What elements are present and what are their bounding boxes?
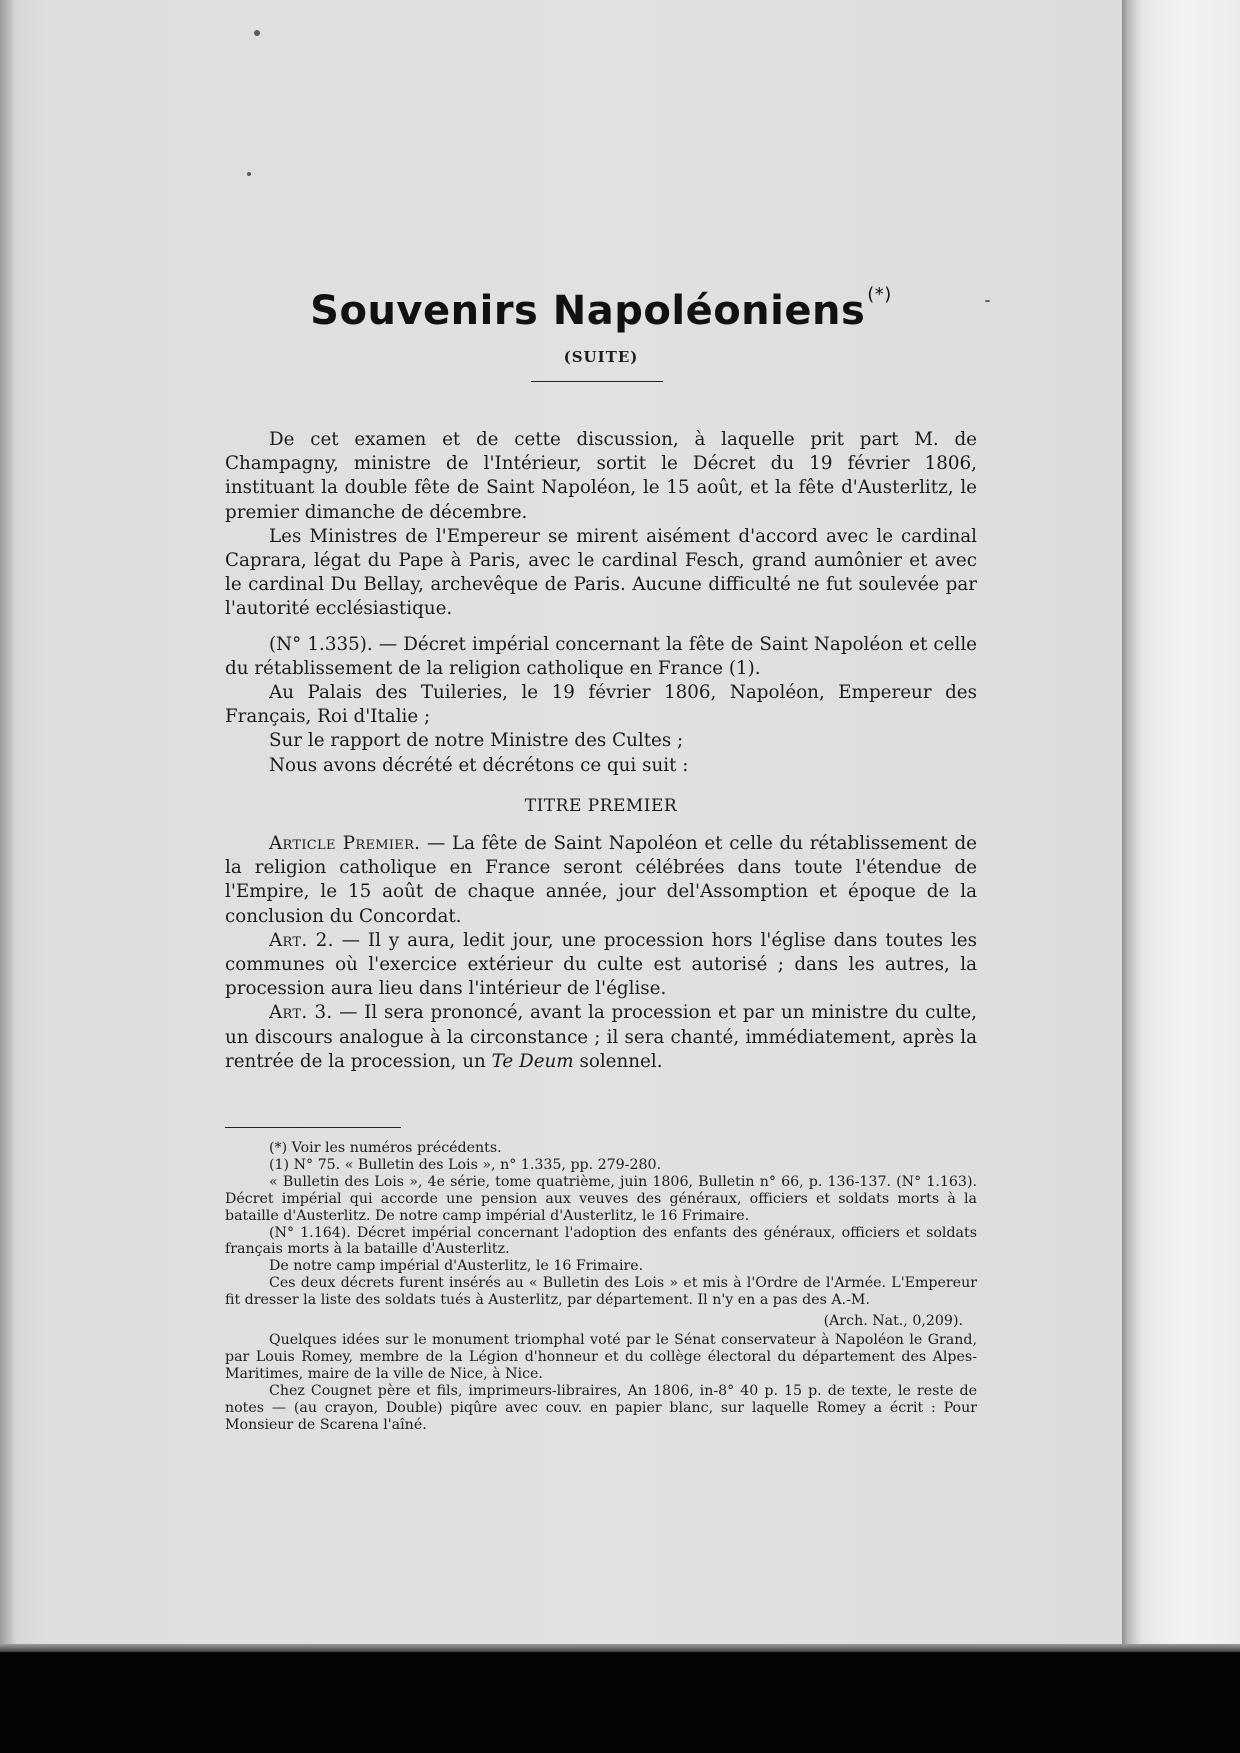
right-page-edge (1122, 0, 1240, 1652)
article (225, 929, 977, 1002)
article-text: — Il y aura, ledit jour, une procession hors l'église dans toutes les communes où l'exercice extérieur du culte est autorisé ; dans les autres, la procession aura lieu dans l'intérieur de l'église. (225, 929, 977, 1000)
footnote: Chez Cougnet père et fils, imprimeurs-libraires, An 1806, in-8° 40 p. 15 p. de texte, le reste de notes — (au crayon, Double) piqûre avec couv. en papier blanc, sur laquelle Romey a écrit : Pour Monsieur de Scarena l'aîné. (225, 1382, 977, 1433)
article-label: Article Premier. (269, 833, 421, 855)
footnote: (*) Voir les numéros précédents. (269, 1140, 502, 1156)
article-label: Art. 2. (269, 929, 334, 951)
page-subtitle: (SUITE) (563, 348, 639, 366)
footnotes (225, 1140, 977, 1433)
ink-speck (247, 172, 251, 176)
article-italic: Te Deum (491, 1050, 574, 1072)
title-rule (531, 381, 663, 382)
title-footnote-mark: (*) (867, 284, 892, 305)
paragraph: Nous avons décrété et décrétons ce qui suit : (269, 754, 689, 776)
body-text (225, 428, 977, 1074)
article-text: — Il sera prononcé, avant la procession et par un ministre du culte, un discours analogue à la circonstance ; il sera chanté, immédiatement, après la rentrée de la procession, un (225, 1002, 977, 1072)
paragraph: De cet examen et de cette discussion, à laquelle prit part M. de Champagny, ministre de l'Intérieur, sortit le Décret du 19 février 1806, instituant la double fête de Saint Napoléon, le 15 août, et la fête d'Austerlitz, le premier dimanche de décembre. (225, 429, 977, 523)
article (225, 832, 977, 929)
footnote: De notre camp impérial d'Austerlitz, le 16 Frimaire. (269, 1258, 644, 1275)
paragraph: Sur le rapport de notre Ministre des Cultes ; (269, 730, 684, 752)
footnote: « Bulletin des Lois », 4e série, tome quatrième, juin 1806, Bulletin n° 66, p. 136-137. (N° 1.163). Décret impérial qui accorde une pension aux veuves des généraux, officiers et soldats morts à la bataille d'Austerlitz. De notre camp impérial d'Austerlitz, le 16 Frimaire. (225, 1173, 977, 1224)
footnote: (1) N° 75. « Bulletin des Lois », n° 1.335, pp. 279-280. (269, 1156, 662, 1173)
footnote: Ces deux décrets furent insérés au « Bulletin des Lois » et mis à l'Ordre de l'Armée. L'Empereur fit dresser la liste des soldats tués à Austerlitz, par département. Il n'y en a pas des A.-M. (225, 1275, 977, 1309)
page-bottom-edge (0, 1644, 1240, 1652)
footnote: (N° 1.164). Décret impérial concernant l'adoption des enfants des généraux, officiers et soldats français morts à la bataille d'Austerlitz. (225, 1224, 977, 1258)
paragraph: Au Palais des Tuileries, le 19 février 1806, Napoléon, Empereur des Français, Roi d'Italie ; (225, 682, 977, 728)
article (225, 1001, 977, 1074)
title-text: Souvenirs Napoléoniens (310, 288, 866, 334)
article-text-end: solennel. (573, 1050, 663, 1072)
ink-speck (985, 300, 990, 302)
footnote-rule (225, 1127, 401, 1128)
archive-citation: (Arch. Nat., 0,209). (823, 1313, 963, 1330)
paragraph: Les Ministres de l'Empereur se mirent aisément d'accord avec le cardinal Caprara, légat du Pape à Paris, avec le cardinal Fesch, grand aumônier et avec le cardinal Du Bellay, archevêque de Paris. Aucune difficulté ne fut soulevée par l'autorité ecclésiastique. (225, 525, 977, 620)
article-text: — La fête de Saint Napoléon et celle du rétablissement de la religion catholique en France seront célébrées dans toute l'étendue de l'Empire, le 15 août de chaque année, jour del'Assomption et époque de la conclusion du Concordat. (225, 833, 977, 927)
page-title (225, 284, 977, 334)
left-page-shadow (0, 0, 16, 1652)
article-label: Art. 3. (269, 1002, 333, 1024)
section-heading: TITRE PREMIER (524, 795, 678, 816)
ink-speck (254, 30, 260, 36)
footnote: Quelques idées sur le monument triomphal voté par le Sénat conservateur à Napoléon le Grand, par Louis Romey, membre de la Légion d'honneur et du collège électoral du département des Alpes-Maritimes, maire de la ville de Nice, à Nice. (225, 1331, 977, 1382)
paragraph: (N° 1.335). — Décret impérial concernant la fête de Saint Napoléon et celle du rétablissement de la religion catholique en France (1). (225, 633, 977, 679)
